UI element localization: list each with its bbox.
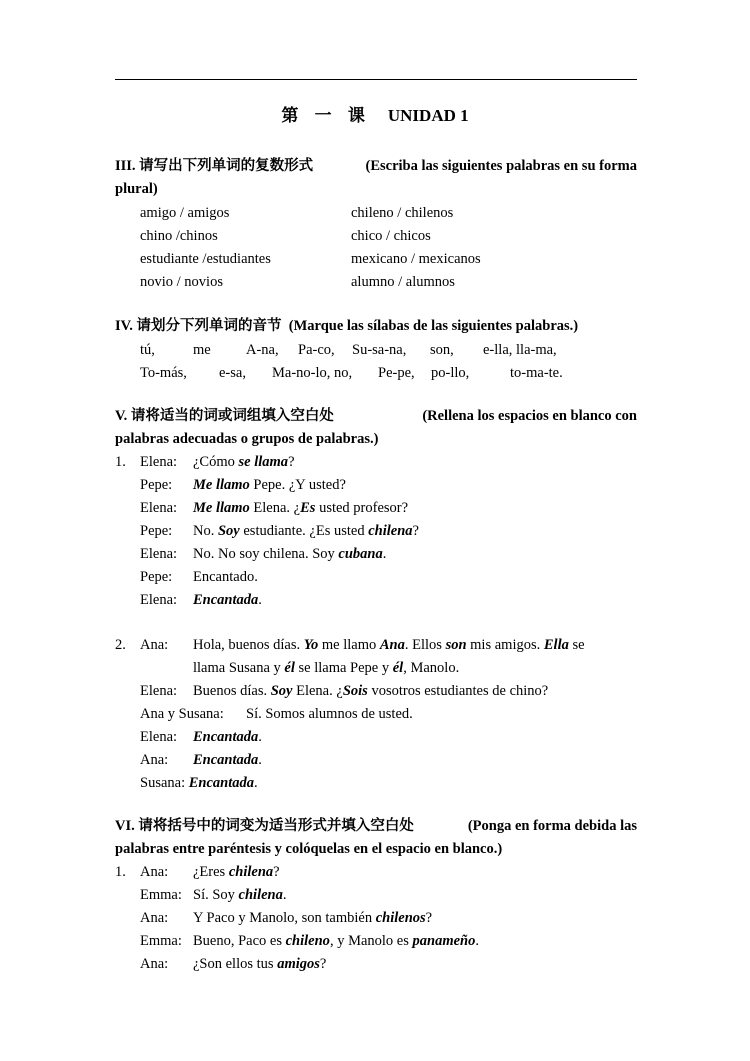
section-3-heading-cont: plural)	[115, 181, 158, 197]
speaker: Elena:	[140, 592, 178, 608]
speaker: Elena:	[140, 546, 178, 562]
speaker: Susana:	[140, 775, 186, 791]
plural-item: chileno / chilenos	[351, 205, 454, 221]
dialogue-line: Encantada.	[193, 729, 262, 745]
section-6-heading-es: (Ponga en forma debida las	[467, 818, 637, 834]
section-6-heading	[115, 817, 637, 835]
plural-item: estudiante /estudiantes	[140, 251, 271, 267]
syllable-word: Pe-pe,	[378, 365, 415, 381]
speaker: Pepe:	[140, 569, 173, 585]
speaker: Elena:	[140, 454, 178, 470]
dialogue-line: Me llamo Elena. ¿Es usted profesor?	[193, 500, 409, 516]
dialogue-line: No. No soy chilena. Soy cubana.	[193, 546, 387, 562]
speaker: Pepe:	[140, 523, 173, 539]
speaker: Elena:	[140, 500, 178, 516]
syllable-word: tú,	[140, 342, 155, 358]
section-4-heading-es: (Marque las sílabas de las siguientes palabras.)	[288, 318, 579, 334]
speaker: Ana:	[140, 864, 169, 880]
syllable-word: e-sa,	[219, 365, 246, 381]
syllable-word: To-más,	[140, 365, 187, 381]
section-5-heading-cont: palabras adecuadas o grupos de palabras.)	[115, 431, 379, 447]
plural-item: mexicano / mexicanos	[351, 251, 481, 267]
dialogue-line: Encantada.	[193, 752, 262, 768]
dialogue-line: ¿Cómo se llama?	[193, 454, 295, 470]
dialogue-number: 1.	[115, 454, 126, 470]
syllable-word: Ma-no-lo, no,	[272, 365, 353, 381]
dialogue-line: ¿Son ellos tus amigos?	[193, 956, 327, 972]
section-5-heading-zh: V. 请将适当的词或词组填入空白处	[115, 408, 334, 424]
plural-item: alumno / alumnos	[351, 274, 455, 290]
section-3-heading-zh: III. 请写出下列单词的复数形式	[115, 158, 314, 174]
speaker: Emma:	[140, 887, 182, 903]
dialogue-number: 2.	[115, 637, 126, 653]
section-5-heading-es: (Rellena los espacios en blanco con	[422, 408, 637, 424]
section-3-heading	[115, 157, 637, 175]
syllable-word: A-na,	[246, 342, 279, 358]
section-3-heading-es: (Escriba las siguientes palabras en su forma	[365, 158, 637, 174]
syllable-word: po-llo,	[431, 365, 470, 381]
page-title	[0, 101, 750, 126]
speaker: Emma:	[140, 933, 182, 949]
syllable-word: to-ma-te.	[510, 365, 563, 381]
speaker: Ana:	[140, 910, 169, 926]
speaker: Ana:	[140, 956, 169, 972]
dialogue-line: Encantada.	[193, 592, 262, 608]
speaker: Ana:	[140, 752, 169, 768]
syllable-word: me	[193, 342, 211, 358]
section-4-heading	[115, 317, 578, 335]
title-spanish: UNIDAD 1	[387, 106, 469, 125]
syllable-word: son,	[430, 342, 454, 358]
dialogue-number: 1.	[115, 864, 126, 880]
dialogue-line: Sí. Soy chilena.	[193, 887, 287, 903]
dialogue-line: llama Susana y él se llama Pepe y él, Manolo.	[193, 660, 460, 676]
dialogue-line: ¿Eres chilena?	[193, 864, 280, 880]
speaker: Elena:	[140, 729, 178, 745]
dialogue-line: Hola, buenos días. Yo me llamo Ana. Ellos son mis amigos. Ella se	[193, 637, 585, 653]
section-6-heading-cont: palabras entre paréntesis y colóquelas en el espacio en blanco.)	[115, 841, 503, 857]
dialogue-line: Bueno, Paco es chileno, y Manolo es panameño.	[193, 933, 479, 949]
syllable-word: Pa-co,	[298, 342, 335, 358]
title-chinese: 第 一 课	[281, 106, 371, 125]
syllable-word: Su-sa-na,	[352, 342, 407, 358]
section-4-heading-zh: IV. 请划分下列单词的音节	[115, 318, 282, 334]
dialogue-line: Encantado.	[193, 569, 258, 585]
plural-item: novio / novios	[140, 274, 223, 290]
dialogue-line: Susana: Encantada.	[140, 775, 258, 791]
dialogue-line: Y Paco y Manolo, son también chilenos?	[193, 910, 433, 926]
top-rule	[115, 79, 637, 80]
dialogue-line: No. Soy estudiante. ¿Es usted chilena?	[193, 523, 419, 539]
section-5-heading	[115, 407, 637, 425]
speaker: Ana:	[140, 637, 169, 653]
plural-item: chico / chicos	[351, 228, 431, 244]
section-6-heading-zh: VI. 请将括号中的词变为适当形式并填入空白处	[115, 818, 414, 834]
plural-item: amigo / amigos	[140, 205, 230, 221]
speaker: Pepe:	[140, 477, 173, 493]
speaker: Ana y Susana:	[140, 706, 224, 722]
syllable-word: e-lla, lla-ma,	[483, 342, 557, 358]
dialogue-line: Sí. Somos alumnos de usted.	[246, 706, 413, 722]
plural-item: chino /chinos	[140, 228, 218, 244]
dialogue-line: Buenos días. Soy Elena. ¿Sois vosotros estudiantes de chino?	[193, 683, 549, 699]
dialogue-line: Me llamo Pepe. ¿Y usted?	[193, 477, 346, 493]
speaker: Elena:	[140, 683, 178, 699]
